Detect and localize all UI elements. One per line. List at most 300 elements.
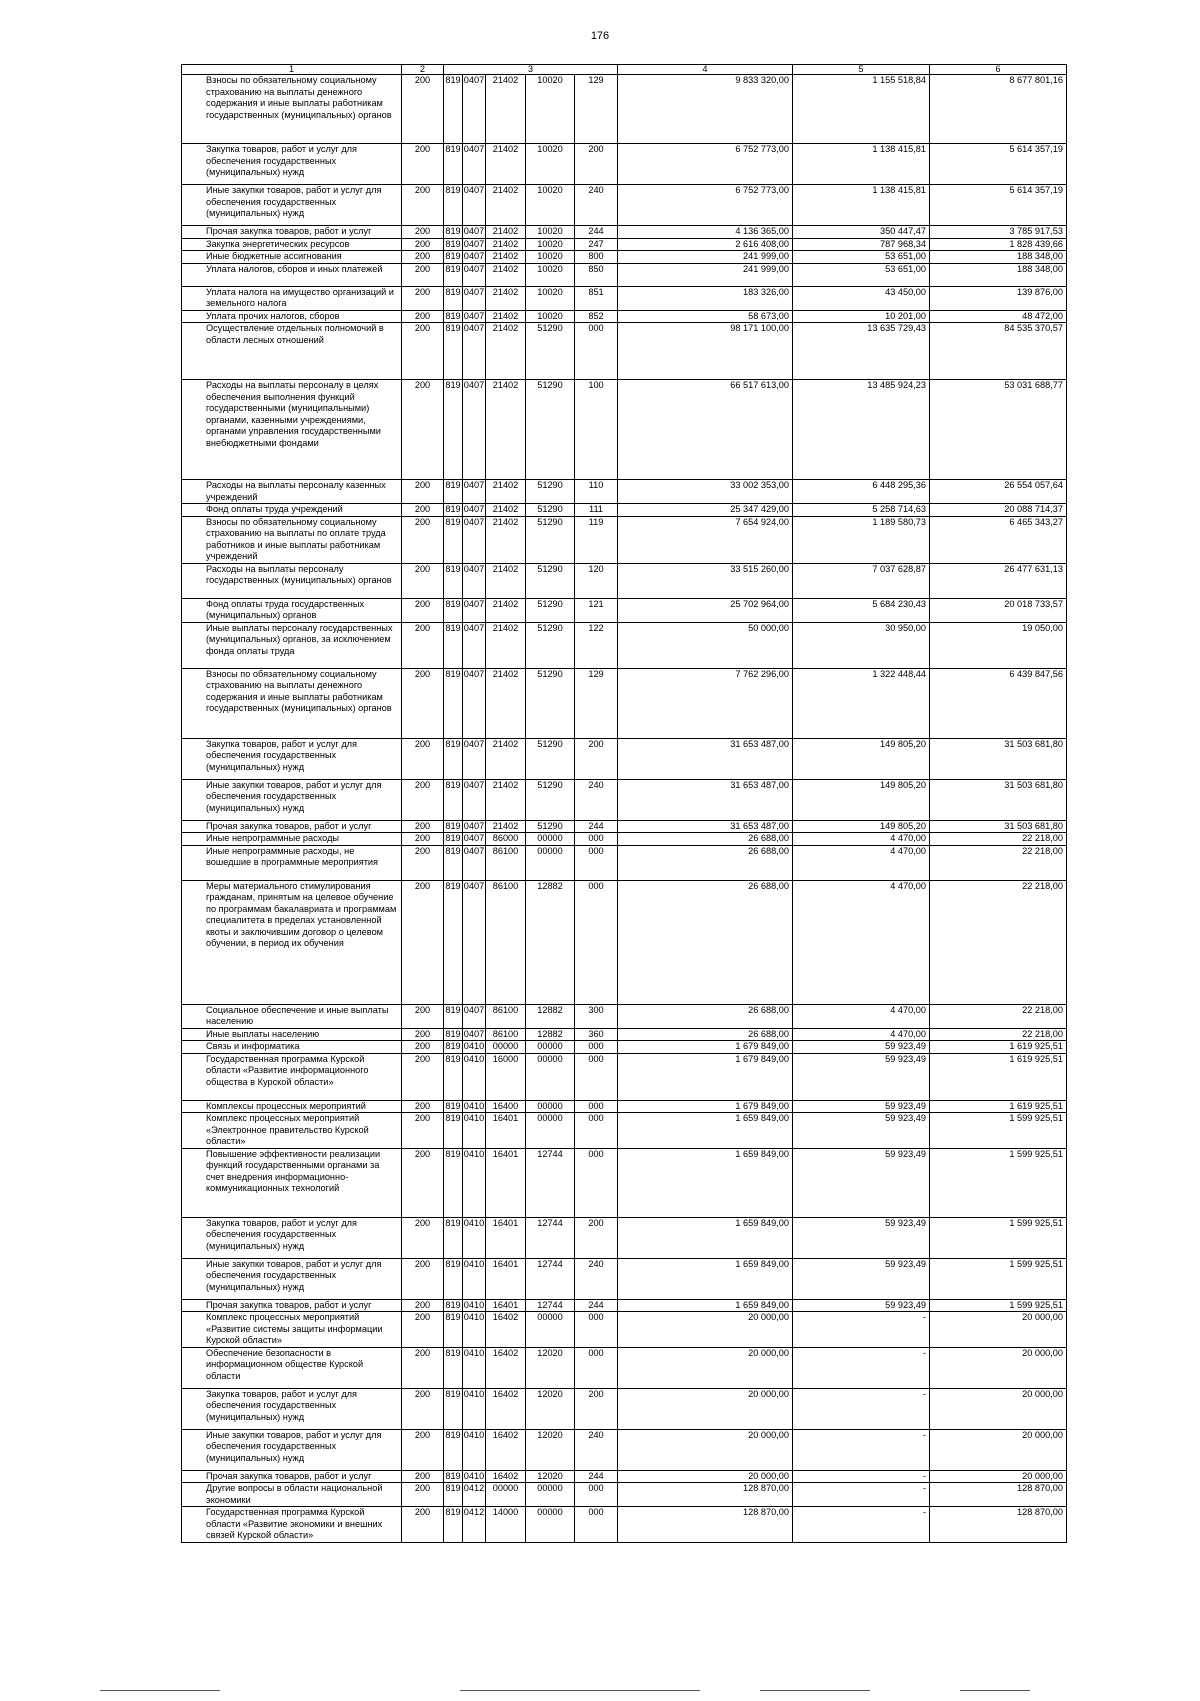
row-col5: 59 923,49 (793, 1299, 930, 1312)
row-expense-type: 240 (575, 779, 618, 820)
row-target: 51290 (526, 598, 575, 622)
row-name: Уплата налогов, сборов и иных платежей (182, 263, 402, 286)
row-col4: 26 688,00 (618, 833, 793, 846)
row-col4: 26 688,00 (618, 1004, 793, 1028)
row-col2: 200 (402, 880, 444, 1004)
table-row (182, 226, 1067, 239)
row-program: 21402 (486, 286, 526, 310)
row-section: 0407 (463, 263, 486, 286)
row-col5: 4 470,00 (793, 1004, 930, 1028)
table-row (182, 668, 1067, 738)
row-section: 0410 (463, 1429, 486, 1470)
row-target: 51290 (526, 516, 575, 563)
row-col2: 200 (402, 833, 444, 846)
row-section: 0407 (463, 286, 486, 310)
row-col2: 200 (402, 820, 444, 833)
row-col4: 1 659 849,00 (618, 1148, 793, 1217)
table-row (182, 880, 1067, 1004)
table-row (182, 1299, 1067, 1312)
row-col6: 22 218,00 (930, 1028, 1067, 1041)
row-target: 12744 (526, 1217, 575, 1258)
column-number: 1 (182, 65, 402, 75)
row-program: 16000 (486, 1053, 526, 1100)
row-col4: 6 752 773,00 (618, 185, 793, 226)
row-section: 0407 (463, 833, 485, 843)
row-section: 0410 (463, 1470, 485, 1481)
row-gr: 819 (444, 480, 463, 504)
row-col2: 200 (402, 75, 444, 144)
row-gr: 819 (444, 286, 463, 310)
row-gr: 819 (444, 1347, 463, 1388)
row-col6: 84 535 370,57 (930, 323, 1067, 380)
row-col6: 20 000,00 (930, 1429, 1067, 1470)
row-col5: 787 968,34 (793, 238, 930, 251)
row-col4: 98 171 100,00 (618, 323, 793, 380)
row-target: 12020 (526, 1347, 575, 1388)
row-target: 00000 (526, 1041, 575, 1054)
row-col5: 1 138 415,81 (793, 144, 930, 185)
row-col2: 200 (402, 251, 444, 264)
row-gr: 819 (444, 1217, 463, 1258)
column-number: 4 (618, 65, 793, 75)
row-section: 0407 (463, 622, 486, 668)
row-col5: 350 447,47 (793, 226, 930, 239)
row-program: 16402 (486, 1470, 526, 1483)
row-name: Иные закупки товаров, работ и услуг для обеспечения государственных (муниципальных) нужд (182, 1258, 402, 1299)
row-gr: 819 (444, 668, 463, 738)
row-program: 21402 (486, 251, 526, 264)
row-col5: - (793, 1347, 930, 1388)
row-section: 0410 (463, 1388, 486, 1429)
row-col6: 8 677 801,16 (930, 75, 1067, 144)
row-section: 0407 (463, 880, 486, 1004)
row-gr: 819 (444, 1429, 463, 1470)
row-program: 21402 (486, 310, 526, 323)
row-col5: 13 485 924,23 (793, 380, 930, 480)
row-expense-type: 244 (575, 1299, 618, 1312)
row-col4: 20 000,00 (618, 1470, 793, 1483)
row-col2: 200 (402, 1483, 444, 1507)
row-program: 21402 (486, 779, 526, 820)
row-gr: 819 (445, 820, 461, 831)
row-col2: 200 (402, 1299, 444, 1312)
row-col5: 43 450,00 (793, 286, 930, 310)
table-row (182, 1470, 1067, 1483)
table-row (182, 1100, 1067, 1113)
row-name: Государственная программа Курской области «Развитие информационного общества в Курской области» (182, 1053, 402, 1100)
row-gr: 819 (444, 144, 463, 185)
row-gr: 819 (445, 833, 461, 843)
table-row (182, 286, 1067, 310)
row-name: Меры материального стимулирования гражданам, принятым на целевое обучение по программам бакалавриата и программам специалитета в пределах установленной квоты и заключившим договор о целевом обучении, в период их обучения (182, 880, 402, 1004)
row-target: 51290 (526, 563, 575, 598)
row-gr: 819 (444, 622, 463, 668)
scan-artifact-line (460, 1690, 700, 1691)
row-expense-type: 121 (575, 598, 618, 622)
row-col4: 1 679 849,00 (618, 1041, 793, 1054)
row-col4: 1 679 849,00 (618, 1100, 793, 1113)
row-section: 0410 (463, 1053, 486, 1100)
row-program: 21402 (486, 380, 526, 480)
row-program: 14000 (486, 1507, 526, 1543)
row-expense-type: 000 (575, 1041, 618, 1054)
row-target: 00000 (526, 1483, 575, 1507)
row-col4: 26 688,00 (618, 845, 793, 880)
table-row (182, 251, 1067, 264)
row-section: 0410 (463, 1258, 486, 1299)
row-program: 16401 (486, 1217, 526, 1258)
row-name: Обеспечение безопасности в информационном обществе Курской области (182, 1347, 402, 1388)
row-col6: 139 876,00 (930, 286, 1067, 310)
row-col5: 6 448 295,36 (793, 480, 930, 504)
table-row (182, 1312, 1067, 1348)
row-program: 21402 (486, 263, 526, 286)
row-program: 21402 (486, 144, 526, 185)
row-section: 0407 (463, 598, 486, 622)
row-col2: 200 (402, 1347, 444, 1388)
row-expense-type: 110 (575, 480, 618, 504)
row-gr: 819 (444, 880, 463, 1004)
row-name: Фонд оплаты труда учреждений (182, 504, 402, 517)
row-name: Закупка товаров, работ и услуг для обеспечения государственных (муниципальных) нужд (182, 1217, 402, 1258)
row-col5: - (793, 1429, 930, 1470)
table-row (182, 1347, 1067, 1388)
row-section: 0407 (463, 1028, 485, 1039)
row-section: 0407 (463, 738, 486, 779)
row-col4: 1 659 849,00 (618, 1258, 793, 1299)
row-program: 21402 (486, 185, 526, 226)
row-name: Расходы на выплаты персоналу в целях обеспечения выполнения функций государственными (муниципальными) органами, казенными учреждениями, органами управления государственными внебюджетными фондами (182, 380, 402, 480)
row-gr: 819 (444, 738, 463, 779)
row-program: 21402 (486, 820, 526, 833)
row-target: 12020 (526, 1429, 575, 1470)
table-row (182, 238, 1067, 251)
row-col2: 200 (402, 668, 444, 738)
row-section: 0407 (463, 504, 485, 514)
row-col5: 4 470,00 (793, 1028, 930, 1041)
row-col4: 26 688,00 (618, 880, 793, 1004)
table-row (182, 820, 1067, 833)
row-col4: 31 653 487,00 (618, 820, 793, 833)
table-row (182, 310, 1067, 323)
row-name: Государственная программа Курской области «Развитие экономики и внешних связей Курской области» (182, 1507, 402, 1543)
row-gr: 819 (444, 380, 463, 480)
row-col5: 53 651,00 (793, 263, 930, 286)
row-col4: 7 762 296,00 (618, 668, 793, 738)
row-section: 0407 (463, 144, 486, 185)
budget-table (181, 64, 1067, 1543)
row-col2: 200 (402, 738, 444, 779)
table-row (182, 738, 1067, 779)
row-col2: 200 (402, 845, 444, 880)
row-program: 86000 (486, 833, 526, 846)
row-program: 86100 (486, 1004, 526, 1028)
row-gr: 819 (445, 1299, 461, 1310)
row-gr: 819 (444, 563, 463, 598)
row-name: Другие вопросы в области национальной экономики (182, 1483, 402, 1507)
row-col2: 200 (402, 1429, 444, 1470)
row-name: Закупка товаров, работ и услуг для обеспечения государственных (муниципальных) нужд (182, 1388, 402, 1429)
row-expense-type: 244 (575, 1470, 618, 1483)
row-name: Взносы по обязательному социальному страхованию на выплаты денежного содержания и иные выплаты работникам государственных (муниципальных) органов (182, 75, 402, 144)
row-col6: 22 218,00 (930, 845, 1067, 880)
row-section: 0407 (463, 238, 485, 249)
row-target: 51290 (526, 779, 575, 820)
table-row (182, 1004, 1067, 1028)
row-expense-type: 000 (575, 833, 618, 846)
row-target: 12020 (526, 1388, 575, 1429)
table-row (182, 480, 1067, 504)
row-col5: - (793, 1312, 930, 1348)
row-col5: 1 322 448,44 (793, 668, 930, 738)
row-col2: 200 (402, 1004, 444, 1028)
row-col2: 200 (402, 779, 444, 820)
table-row (182, 1429, 1067, 1470)
row-program: 16402 (486, 1429, 526, 1470)
row-program: 21402 (486, 668, 526, 738)
table-row (182, 563, 1067, 598)
row-col4: 241 999,00 (618, 263, 793, 286)
row-col2: 200 (402, 504, 444, 517)
row-col2: 200 (402, 598, 444, 622)
row-section: 0412 (463, 1483, 486, 1507)
row-col5: 13 635 729,43 (793, 323, 930, 380)
row-program: 21402 (486, 563, 526, 598)
row-program: 00000 (486, 1483, 526, 1507)
row-col6: 128 870,00 (930, 1507, 1067, 1543)
row-col5: 149 805,20 (793, 738, 930, 779)
table-row (182, 380, 1067, 480)
row-gr: 819 (444, 598, 463, 622)
row-expense-type: 000 (575, 1347, 618, 1388)
row-col5: 4 470,00 (793, 880, 930, 1004)
row-col5: 4 470,00 (793, 845, 930, 880)
row-section: 0410 (463, 1113, 486, 1149)
row-target: 51290 (526, 622, 575, 668)
row-gr: 819 (444, 1258, 463, 1299)
row-col6: 6 465 343,27 (930, 516, 1067, 563)
row-col6: 22 218,00 (930, 833, 1067, 846)
row-gr: 819 (445, 1041, 461, 1051)
row-expense-type: 100 (575, 380, 618, 480)
row-target: 51290 (526, 380, 575, 480)
row-expense-type: 200 (575, 144, 618, 185)
row-name: Прочая закупка товаров, работ и услуг (182, 226, 402, 239)
row-target: 12882 (526, 1028, 575, 1041)
row-name: Связь и информатика (182, 1041, 402, 1054)
row-gr: 819 (444, 263, 463, 286)
row-col4: 6 752 773,00 (618, 144, 793, 185)
page-number: 176 (590, 30, 610, 42)
table-row (182, 1028, 1067, 1041)
row-gr: 819 (444, 779, 463, 820)
row-program: 86100 (486, 845, 526, 880)
row-name: Повышение эффективности реализации функций государственными органами за счет внедрения информационно-коммуникационных технологий (182, 1148, 402, 1217)
row-col5: 5 684 230,43 (793, 598, 930, 622)
table-row (182, 144, 1067, 185)
row-col6: 20 088 714,37 (930, 504, 1067, 517)
row-expense-type: 240 (575, 1258, 618, 1299)
row-name: Иные бюджетные ассигнования (182, 251, 402, 264)
row-target: 12744 (526, 1299, 575, 1312)
row-col2: 200 (402, 1388, 444, 1429)
row-expense-type: 129 (575, 668, 618, 738)
row-gr: 819 (444, 1053, 463, 1100)
row-gr: 819 (445, 251, 461, 261)
row-section: 0407 (463, 1004, 486, 1028)
row-col6: 1 599 925,51 (930, 1299, 1067, 1312)
row-col6: 31 503 681,80 (930, 779, 1067, 820)
row-section: 0407 (463, 820, 485, 831)
row-target: 51290 (526, 820, 575, 833)
row-section: 0407 (463, 226, 485, 236)
row-target: 10020 (526, 263, 575, 286)
row-name: Закупка товаров, работ и услуг для обеспечения государственных (муниципальных) нужд (182, 144, 402, 185)
row-expense-type: 240 (575, 185, 618, 226)
row-gr: 819 (445, 1100, 461, 1111)
row-program: 00000 (486, 1041, 526, 1054)
row-target: 51290 (526, 668, 575, 738)
row-expense-type: 111 (575, 504, 618, 517)
row-name: Прочая закупка товаров, работ и услуг (182, 1470, 402, 1483)
row-gr: 819 (444, 323, 463, 380)
row-program: 21402 (486, 480, 526, 504)
row-col6: 20 000,00 (930, 1388, 1067, 1429)
row-col6: 1 599 925,51 (930, 1258, 1067, 1299)
row-col6: 31 503 681,80 (930, 738, 1067, 779)
row-expense-type: 850 (575, 263, 618, 286)
row-col2: 200 (402, 1470, 444, 1483)
row-col6: 1 599 925,51 (930, 1113, 1067, 1149)
row-target: 00000 (526, 845, 575, 880)
row-target: 00000 (526, 1100, 575, 1113)
table-row (182, 1217, 1067, 1258)
table-row (182, 1041, 1067, 1054)
row-col6: 20 000,00 (930, 1347, 1067, 1388)
table-row (182, 1113, 1067, 1149)
row-col4: 20 000,00 (618, 1347, 793, 1388)
row-expense-type: 000 (575, 1507, 618, 1543)
row-name: Расходы на выплаты персоналу казенных учреждений (182, 480, 402, 504)
row-target: 00000 (526, 1113, 575, 1149)
row-col6: 5 614 357,19 (930, 185, 1067, 226)
row-col2: 200 (402, 185, 444, 226)
row-expense-type: 800 (575, 251, 618, 264)
row-gr: 819 (444, 75, 463, 144)
row-col4: 2 616 408,00 (618, 238, 793, 251)
row-col6: 128 870,00 (930, 1483, 1067, 1507)
row-name: Комплекс процессных мероприятий «Электронное правительство Курской области» (182, 1113, 402, 1149)
row-gr: 819 (444, 1312, 463, 1348)
row-col6: 188 348,00 (930, 251, 1067, 264)
row-col2: 200 (402, 144, 444, 185)
row-target: 10020 (526, 185, 575, 226)
row-col5: 59 923,49 (793, 1148, 930, 1217)
row-name: Закупка товаров, работ и услуг для обеспечения государственных (муниципальных) нужд (182, 738, 402, 779)
row-col5: - (793, 1507, 930, 1543)
row-program: 21402 (486, 75, 526, 144)
row-col2: 200 (402, 1028, 444, 1041)
table-row (182, 1507, 1067, 1543)
row-expense-type: 000 (575, 1113, 618, 1149)
row-col5: 59 923,49 (793, 1113, 930, 1149)
row-section: 0410 (463, 1312, 486, 1348)
row-target: 00000 (526, 1312, 575, 1348)
row-col5: 30 950,00 (793, 622, 930, 668)
row-col6: 26 477 631,13 (930, 563, 1067, 598)
row-col6: 20 000,00 (930, 1470, 1067, 1483)
row-gr: 819 (445, 1470, 461, 1481)
row-gr: 819 (445, 310, 461, 321)
row-col2: 200 (402, 380, 444, 480)
row-col2: 200 (402, 1053, 444, 1100)
row-col2: 200 (402, 310, 444, 323)
row-target: 10020 (526, 286, 575, 310)
row-col2: 200 (402, 1312, 444, 1348)
row-target: 00000 (526, 1053, 575, 1100)
row-target: 51290 (526, 480, 575, 504)
row-col5: - (793, 1470, 930, 1483)
row-name: Иные выплаты персоналу государственных (муниципальных) органов, за исключением фонда оплаты труда (182, 622, 402, 668)
row-col4: 31 653 487,00 (618, 738, 793, 779)
row-name: Иные выплаты населению (182, 1028, 402, 1041)
row-section: 0407 (463, 310, 485, 321)
row-program: 21402 (486, 516, 526, 563)
row-col6: 1 619 925,51 (930, 1053, 1067, 1100)
row-program: 21402 (486, 738, 526, 779)
row-col2: 200 (402, 226, 444, 239)
column-number: 5 (793, 65, 930, 75)
table-row (182, 1053, 1067, 1100)
row-col4: 20 000,00 (618, 1388, 793, 1429)
table-row (182, 504, 1067, 517)
row-col5: 149 805,20 (793, 779, 930, 820)
row-col2: 200 (402, 1258, 444, 1299)
column-number: 2 (402, 65, 444, 75)
row-name: Иные закупки товаров, работ и услуг для обеспечения государственных (муниципальных) нужд (182, 779, 402, 820)
row-name: Закупка энергетических ресурсов (182, 238, 402, 251)
row-section: 0407 (463, 563, 486, 598)
row-col4: 1 679 849,00 (618, 1053, 793, 1100)
row-section: 0407 (463, 75, 486, 144)
row-expense-type: 129 (575, 75, 618, 144)
row-section: 0407 (463, 380, 486, 480)
row-expense-type: 000 (575, 1100, 618, 1113)
row-target: 00000 (526, 1507, 575, 1543)
row-target: 12020 (526, 1470, 575, 1483)
row-expense-type: 300 (575, 1004, 618, 1028)
row-target: 51290 (526, 504, 575, 517)
row-expense-type: 120 (575, 563, 618, 598)
row-col5: 59 923,49 (793, 1053, 930, 1100)
row-col6: 6 439 847,56 (930, 668, 1067, 738)
row-col4: 1 659 849,00 (618, 1217, 793, 1258)
row-name: Комплекс процессных мероприятий «Развитие системы защиты информации Курской области» (182, 1312, 402, 1348)
row-section: 0410 (463, 1148, 486, 1217)
row-col2: 200 (402, 1217, 444, 1258)
row-name: Иные непрограммные расходы, не вошедшие в программные мероприятия (182, 845, 402, 880)
table-row (182, 323, 1067, 380)
row-col5: 5 258 714,63 (793, 504, 930, 517)
row-col6: 1 619 925,51 (930, 1100, 1067, 1113)
table-row (182, 1148, 1067, 1217)
row-section: 0410 (463, 1347, 486, 1388)
row-section: 0407 (463, 845, 486, 880)
row-col4: 241 999,00 (618, 251, 793, 264)
row-gr: 819 (445, 226, 461, 236)
row-gr: 819 (445, 238, 461, 249)
row-col4: 26 688,00 (618, 1028, 793, 1041)
